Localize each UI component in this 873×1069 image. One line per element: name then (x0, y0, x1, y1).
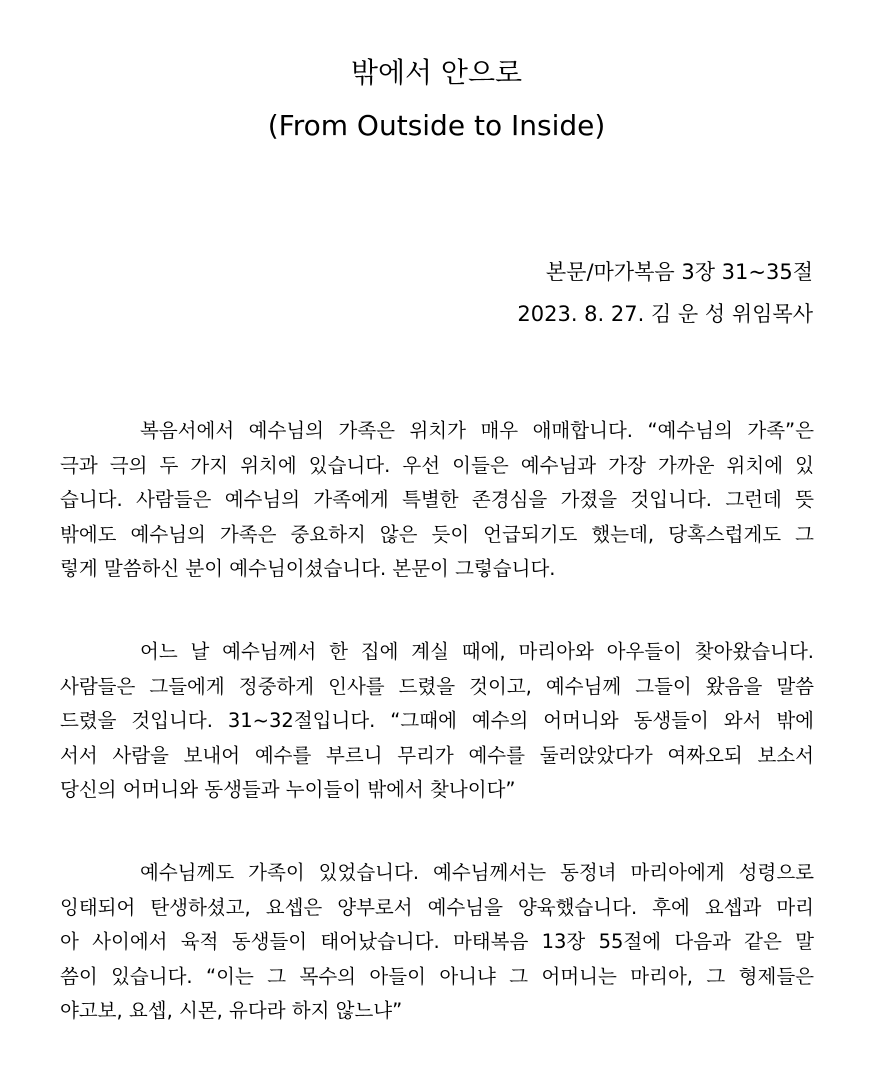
paragraph-line: 예수님께도 가족이 있었습니다. 예수님께서는 동정녀 마리아에게 성령으로 (140, 861, 814, 884)
paragraph-line: 습니다. 사람들은 예수님의 가족에게 특별한 존경심을 가졌을 것입니다. 그런데 뜻 (60, 488, 814, 511)
paragraph-line: 드렸을 것입니다. 31~32절입니다. “그때에 예수의 어머니와 동생들이 와서 밖에 (60, 709, 814, 732)
paragraph-line: 밖에도 예수님의 가족은 중요하지 않은 듯이 언급되기도 했는데, 당혹스럽게도 그 (60, 522, 814, 546)
paragraph-line: 잉태되어 탄생하셨고, 요셉은 양부로서 예수님을 양육했습니다. 후에 요셉과 마리 (60, 895, 814, 919)
document-subtitle: (From Outside to Inside) (267, 109, 606, 142)
paragraph-line: 극과 극의 두 가지 위치에 있습니다. 우선 이들은 예수님과 가장 가까운 위치에 있 (60, 453, 814, 477)
paragraph-line: 어느 날 예수님께서 한 집에 계실 때에, 마리아와 아우들이 찾아왔습니다. (140, 640, 814, 663)
scripture-reference: 본문/마가복음 3장 31~35절 (545, 260, 813, 284)
date-author-line: 2023. 8. 27. 김 운 성 위임목사 (517, 302, 813, 326)
paragraph-1 (60, 414, 814, 587)
paragraph-3 (60, 856, 814, 1029)
paragraph-line: 사람들은 그들에게 정중하게 인사를 드렸을 것이고, 예수님께 그들이 왔음을 말씀 (60, 674, 814, 698)
paragraph-line: 렇게 말씀하신 분이 예수님이셨습니다. 본문이 그렇습니다. (60, 557, 556, 580)
paragraph-line: 복음서에서 예수님의 가족은 위치가 매우 애매합니다. “예수님의 가족”은 (140, 419, 814, 442)
paragraph-2 (60, 635, 814, 808)
paragraph-line: 씀이 있습니다. “이는 그 목수의 아들이 아니냐 그 어머니는 마리아, 그 형제들은 (60, 964, 814, 988)
document-title: 밖에서 안으로 (350, 56, 523, 89)
paragraph-line: 아 사이에서 육적 동생들이 태어났습니다. 마태복음 13장 55절에 다음과 같은 말 (60, 930, 814, 953)
paragraph-line: 서서 사람을 보내어 예수를 부르니 무리가 예수를 둘러앉았다가 여짜오되 보소서 (60, 743, 814, 767)
paragraph-line: 야고보, 요셉, 시몬, 유다라 하지 않느냐” (60, 999, 403, 1022)
paragraph-line: 당신의 어머니와 동생들과 누이들이 밖에서 찾나이다” (60, 778, 516, 801)
